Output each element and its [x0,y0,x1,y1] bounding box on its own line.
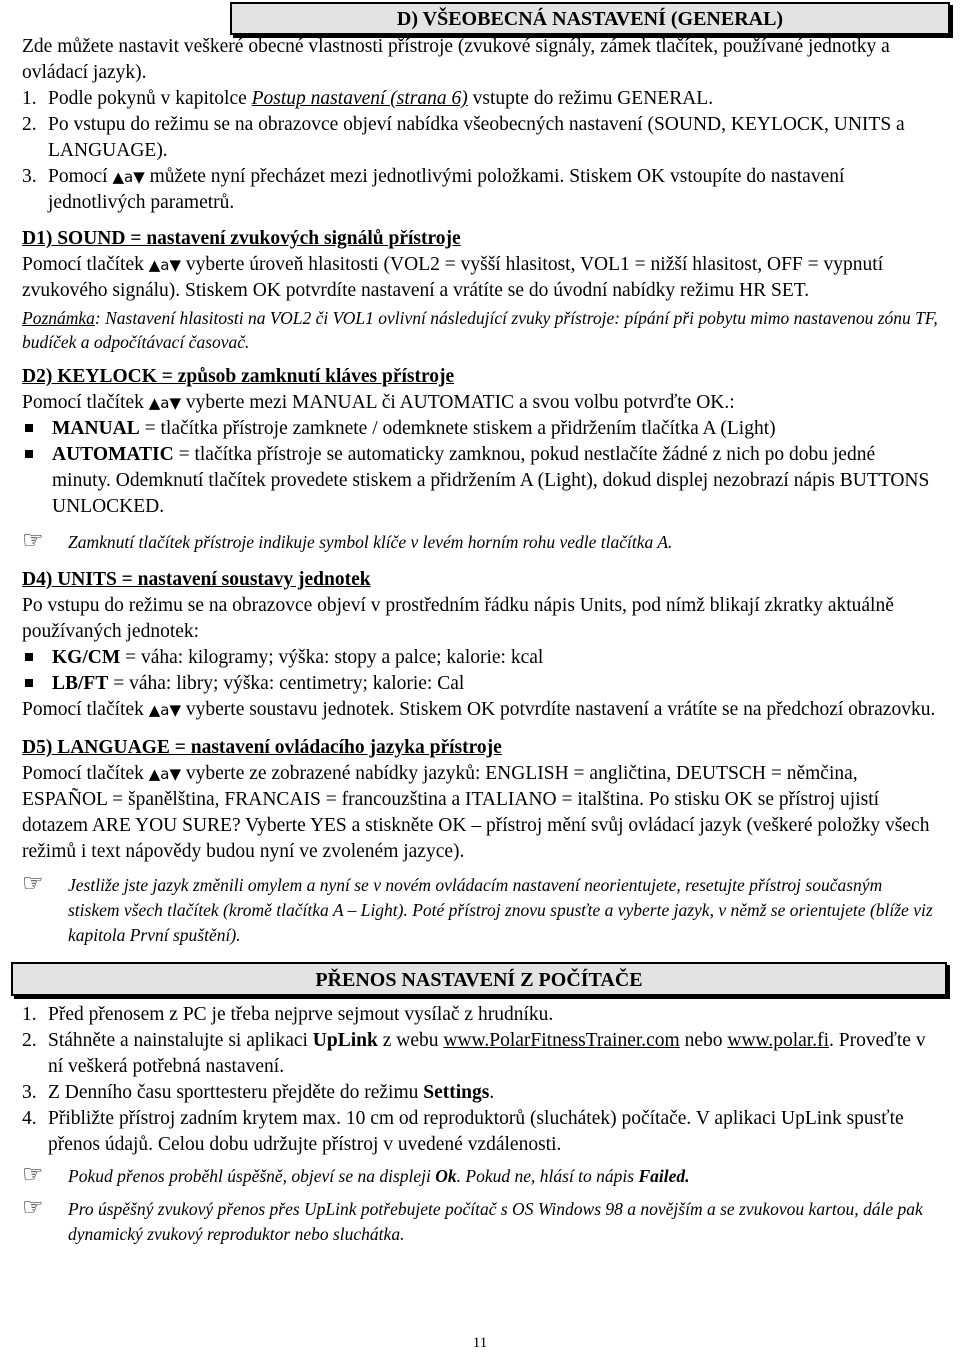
list-item: AUTOMATIC = tlačítka přístroje se automaticky zamknou, pokud nestlačíte žádné z nich po dobu jedné minuty. Odemknutí tlačítek provedete stiskem a přidržením A (Light), dokud displej nezobrazí nápis BUTTONS UNLOCKED. [22,442,938,520]
square-bullet-icon [22,645,52,671]
keylock-section [22,364,938,555]
section-title-banner: D) VŠEOBECNÁ NASTAVENÍ (GENERAL) [230,2,950,35]
intro-paragraph: Zde můžete nastavit veškeré obecné vlastnosti přístroje (zvukové signály, zámek tlačítek, používané jednotky a ovládací jazyk). [22,36,890,83]
language-heading: D5) LANGUAGE = nastavení ovládacího jazyka přístroje [22,737,502,758]
language-body: Pomocí tlačítek ▲a▼ vyberte ze zobrazené nabídky jazyků: ENGLISH = angličtina, DEUTSCH = němčina, ESPAÑOL = španělština, FRANCAIS = francouzština a ITALIANO = italština. Po stisku OK se přístroj ujistí dotazem ARE YOU SURE? Vyberte YES a stiskněte OK – přístroj mění svůj ovládací jazyk (veškeré položky všech režimů i text nápovědy budou nyní ve zvoleném jazyce). [22,763,930,862]
step-item: 1. Před přenosem z PC je třeba nejprve sejmout vysílač z hrudníku. [22,1004,554,1025]
list-item: LB/FT = váha: libry; výška: centimetry; kalorie: Cal [22,671,938,697]
pointing-hand-icon: ☞ [22,528,44,554]
step-item: 1. Podle pokynů v kapitolce Postup nastavení (strana 6) vstupte do režimu GENERAL. [22,88,714,109]
square-bullet-icon [22,416,52,442]
units-body: Po vstupu do režimu se na obrazovce objeví v prostředním řádku nápis Units, pod nímž blikají zkratky aktuálně používaných jednotek: [22,595,894,642]
pointing-hand-icon: ☞ [22,871,44,897]
web-link[interactable]: www.polar.fi [727,1030,830,1051]
tip-note: ☞ Zamknutí tlačítek přístroje indikuje symbol klíče v levém horním rohu vedle tlačítka A. [22,528,673,554]
sound-heading: D1) SOUND = nastavení zvukových signálů přístroje [22,228,461,249]
sound-note: Poznámka: Nastavení hlasitosti na VOL2 či VOL1 ovlivní následující zvuky přístroje: pípání při pobytu mimo nastavenou zónu TF, budíček a odpočítávací časovač. [22,308,938,352]
square-bullet-icon [22,442,52,520]
page-number: 11 [472,1335,488,1351]
list-item: KG/CM = váha: kilogramy; výška: stopy a palce; kalorie: kcal [22,645,938,671]
units-instructions: Pomocí tlačítek ▲a▼ vyberte soustavu jednotek. Stiskem OK potvrdíte nastavení a vrátíte se na předchozí obrazovku. [22,699,936,720]
up-down-arrows-icon: ▲a▼ [148,701,181,719]
document-page [22,0,938,1247]
step-item: 2. Po vstupu do režimu se na obrazovce objeví nabídka všeobecných nastavení (SOUND, KEYLOCK, UNITS a LANGUAGE). [22,114,905,161]
language-section [22,735,938,948]
step-item: 3. Z Denního času sporttesteru přejděte do režimu Settings. [22,1082,495,1103]
list-item: MANUAL = tlačítka přístroje zamknete / odemknete stiskem a přidržením tlačítka A (Light) [22,416,938,442]
tip-note: ☞ Jestliže jste jazyk změnili omylem a nyní se v novém ovládacím nastavení neorientujete, resetujte přístroj současným stiskem všech tlačítek (kromě tlačítka A – Light). Poté přístroj znovu spusťte a vyberte jazyk, v němž se orientujete (blíže viz kapitola První spuštění). [22,873,938,948]
pointing-hand-icon: ☞ [22,1195,44,1221]
up-down-arrows-icon: ▲a▼ [148,765,181,783]
step-item: 3. Pomocí ▲a▼ můžete nyní přecházet mezi jednotlivými položkami. Stiskem OK vstoupíte do nastavení jednotlivých parametrů. [22,166,845,213]
web-link[interactable]: www.PolarFitnessTrainer.com [443,1030,680,1051]
chapter-reference-link: Postup nastavení (strana 6) [251,88,468,109]
up-down-arrows-icon: ▲a▼ [148,394,181,412]
general-steps [22,86,938,216]
keylock-heading: D2) KEYLOCK = způsob zamknutí kláves přístroje [22,366,455,387]
tip-note: ☞ Pokud přenos proběhl úspěšně, objeví se na displeji Ok. Pokud ne, hlásí to nápis Failed. [22,1162,690,1188]
up-down-arrows-icon: ▲a▼ [148,256,181,274]
units-heading: D4) UNITS = nastavení soustavy jednotek [22,569,371,590]
tip-note: ☞ Pro úspěšný zvukový přenos přes UpLink potřebujete počítač s OS Windows 98 a novějším a se zvukovou kartou, dále pak dynamický zvukový reproduktor nebo sluchátka. [22,1197,938,1247]
step-item: 2. Stáhněte a nainstalujte si aplikaci UpLink z webu www.PolarFitnessTrainer.com nebo www.polar.fi. Proveďte v ní veškerá potřebná nastavení. [22,1030,926,1077]
sound-body: Pomocí tlačítek ▲a▼ vyberte úroveň hlasitosti (VOL2 = vyšší hlasitost, VOL1 = nižší hlasitost, OFF = vypnutí zvukového signálu). Stiskem OK potvrdíte nastavení a vrátíte se do úvodní nabídky režimu HR SET. [22,254,884,301]
pointing-hand-icon: ☞ [22,1162,44,1188]
sound-section [22,226,938,354]
up-down-arrows-icon: ▲a▼ [112,168,145,186]
units-section [22,567,938,723]
keylock-body: Pomocí tlačítek ▲a▼ vyberte mezi MANUAL či AUTOMATIC a svou volbu potvrďte OK.: [22,392,735,413]
square-bullet-icon [22,671,52,697]
transfer-title-banner: PŘENOS NASTAVENÍ Z POČÍTAČE [11,962,947,996]
step-item: 4. Přibližte přístroj zadním krytem max. 10 cm od reproduktorů (sluchátek) počítače. V aplikaci UpLink spusťte přenos údajů. Celou dobu udržujte přístroj v uvedené vzdálenosti. [22,1108,904,1155]
transfer-steps [22,1002,938,1158]
